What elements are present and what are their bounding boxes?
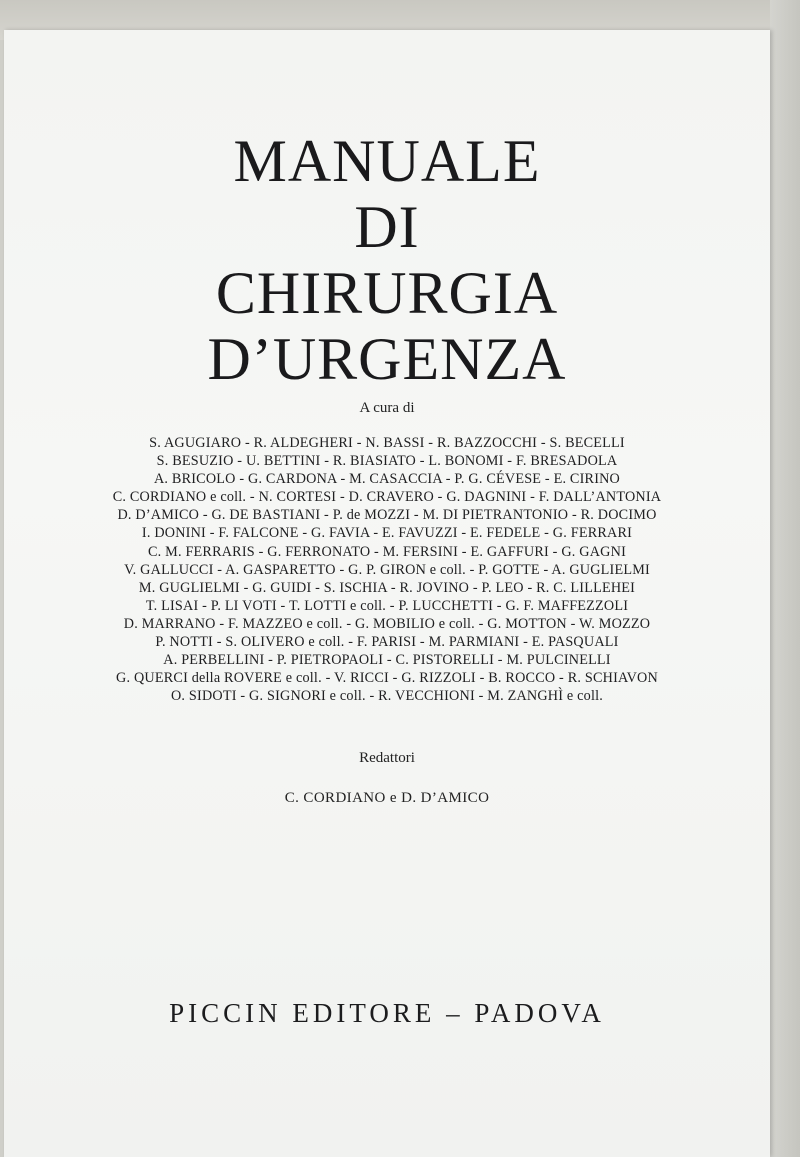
author-line: S. AGUGIARO - R. ALDEGHERI - N. BASSI - R. BAZZOCCHI - S. BECELLI	[149, 435, 625, 451]
author-line: V. GALLUCCI - A. GASPARETTO - G. P. GIRON e coll. - P. GOTTE - A. GUGLIELMI	[124, 561, 650, 578]
author-line: I. DONINI - F. FALCONE - G. FAVIA - E. FAVUZZI - E. FEDELE - G. FERRARI	[141, 525, 633, 542]
author-line: M. GUGLIELMI - G. GUIDI - S. ISCHIA - R. JOVINO - P. LEO - R. C. LILLEHEI	[138, 579, 636, 596]
title-line: DI	[354, 194, 420, 260]
redattori-label: Redattori	[359, 750, 415, 766]
author-line: A. PERBELLINI - P. PIETROPAOLI - C. PISTORELLI - M. PULCINELLI	[163, 652, 611, 669]
author-line: S. BESUZIO - U. BETTINI - R. BIASIATO - L. BONOMI - F. BRESADOLA	[156, 453, 618, 470]
background-surface-right	[770, 0, 800, 1157]
cura-label: A cura di	[359, 400, 415, 416]
author-line: T. LISAI - P. LI VOTI - T. LOTTI e coll. - P. LUCCHETTI - G. F. MAFFEZZOLI	[145, 597, 629, 614]
author-line: D. MARRANO - F. MAZZEO e coll. - G. MOBILIO e coll. - G. MOTTON - W. MOZZO	[123, 615, 651, 632]
title-line: D’URGENZA	[207, 326, 567, 392]
author-line: C. M. FERRARIS - G. FERRONATO - M. FERSINI - E. GAFFURI - G. GAGNI	[147, 543, 626, 560]
book-title	[4, 128, 770, 392]
author-line: C. CORDIANO e coll. - N. CORTESI - D. CRAVERO - G. DAGNINI - F. DALL’ANTONIA	[112, 489, 662, 506]
publisher-imprint: PICCIN EDITORE – PADOVA	[169, 998, 605, 1028]
author-line: P. NOTTI - S. OLIVERO e coll. - F. PARISI - M. PARMIANI - E. PASQUALI	[155, 634, 619, 651]
author-line: G. QUERCI della ROVERE e coll. - V. RICCI - G. RIZZOLI - B. ROCCO - R. SCHIAVON	[116, 670, 658, 687]
author-line: D. D’AMICO - G. DE BASTIANI - P. de MOZZI - M. DI PIETRANTONIO - R. DOCIMO	[117, 507, 657, 524]
author-list	[4, 434, 770, 705]
author-line: O. SIDOTI - G. SIGNORI e coll. - R. VECCHIONI - M. ZANGHÌ e coll.	[170, 688, 603, 705]
author-line: A. BRICOLO - G. CARDONA - M. CASACCIA - P. G. CÉVESE - E. CIRINO	[153, 471, 621, 488]
redattori-names: C. CORDIANO e D. D’AMICO	[284, 790, 490, 806]
title-line: CHIRURGIA	[215, 260, 559, 326]
title-line: MANUALE	[233, 128, 541, 194]
title-page	[4, 30, 770, 1157]
